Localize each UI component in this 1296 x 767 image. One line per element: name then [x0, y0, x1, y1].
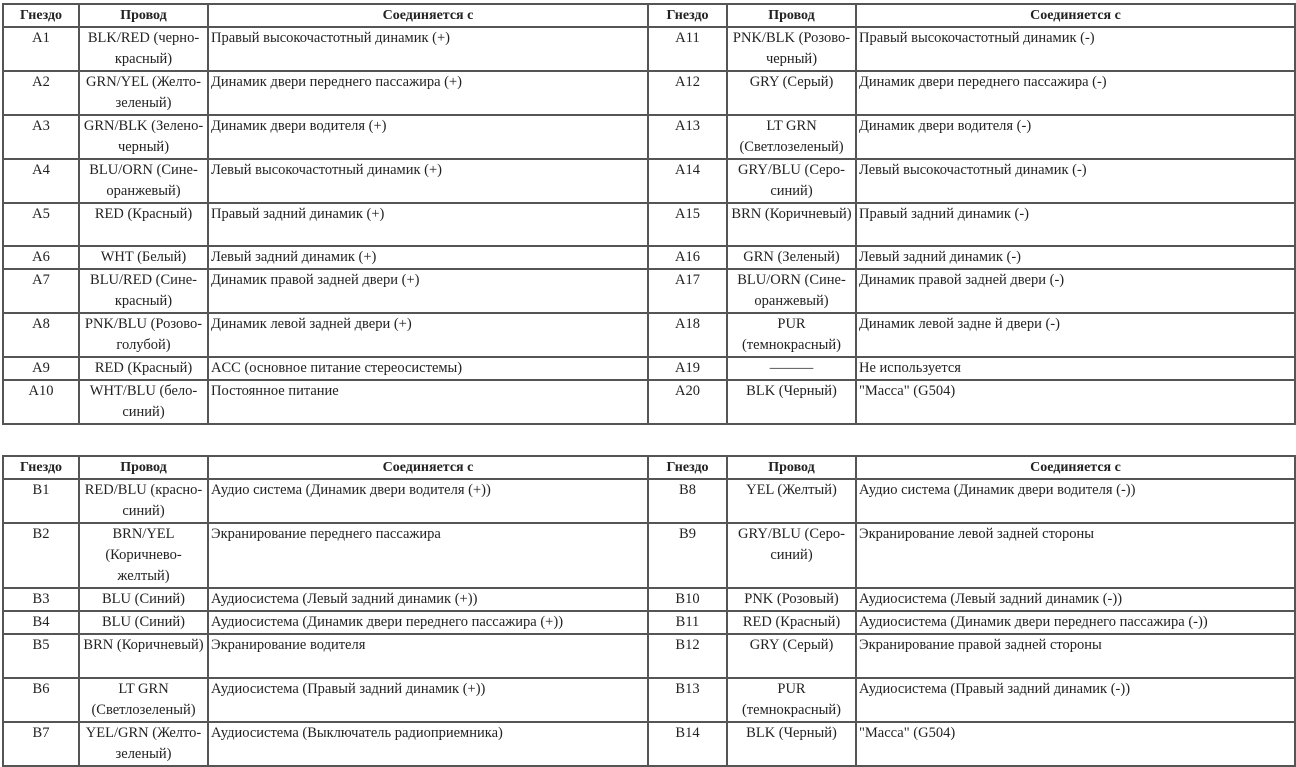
- table-row: [3, 269, 1295, 313]
- wire-cell: WHT (Белый): [79, 246, 208, 269]
- connects-cell: Динамик двери переднего пассажира (+): [208, 71, 648, 115]
- table-row: [3, 27, 1295, 71]
- header-socket: Гнездо: [648, 456, 727, 479]
- connects-cell: Аудиосистема (Динамик двери переднего пассажира (+)): [208, 611, 648, 634]
- connects-cell: Правый высокочастотный динамик (-): [856, 27, 1295, 71]
- connects-cell: Динамик левой задне й двери (-): [856, 313, 1295, 357]
- connects-cell: Аудиосистема (Правый задний динамик (-)): [856, 678, 1295, 722]
- table-row: [3, 357, 1295, 380]
- table-row: [3, 588, 1295, 611]
- socket-cell: A1: [3, 27, 79, 71]
- table-row: [3, 313, 1295, 357]
- connects-cell: Левый высокочастотный динамик (-): [856, 159, 1295, 203]
- connector-b-table: [2, 455, 1296, 767]
- wire-cell: LT GRN (Светлозеленый): [79, 678, 208, 722]
- connects-cell: Аудиосистема (Динамик двери переднего пассажира (-)): [856, 611, 1295, 634]
- wire-cell: BRN (Коричневый): [727, 203, 856, 246]
- connects-cell: "Масса" (G504): [856, 380, 1295, 424]
- wire-cell: BRN/YEL (Коричнево-желтый): [79, 523, 208, 588]
- wire-cell: WHT/BLU (бело-синий): [79, 380, 208, 424]
- wire-cell: BLK/RED (черно-красный): [79, 27, 208, 71]
- table-row: [3, 159, 1295, 203]
- socket-cell: B2: [3, 523, 79, 588]
- wire-cell: YEL/GRN (Желто-зеленый): [79, 722, 208, 766]
- header-socket: Гнездо: [648, 4, 727, 27]
- table-row: [3, 115, 1295, 159]
- wire-cell: PUR (темнокрасный): [727, 678, 856, 722]
- table-header-row: [3, 4, 1295, 27]
- connects-cell: Правый задний динамик (-): [856, 203, 1295, 246]
- connects-cell: "Масса" (G504): [856, 722, 1295, 766]
- connects-cell: Аудиосистема (Выключатель радиоприемника): [208, 722, 648, 766]
- wire-cell: GRY/BLU (Серо-синий): [727, 159, 856, 203]
- wire-cell: GRY (Серый): [727, 634, 856, 678]
- connects-cell: Аудиосистема (Левый задний динамик (-)): [856, 588, 1295, 611]
- socket-cell: A2: [3, 71, 79, 115]
- wire-cell: GRN/BLK (Зелено-черный): [79, 115, 208, 159]
- wire-cell: BLU (Синий): [79, 611, 208, 634]
- wire-cell: BLU (Синий): [79, 588, 208, 611]
- connects-cell: Динамик двери водителя (-): [856, 115, 1295, 159]
- wire-cell: PNK/BLU (Розово-голубой): [79, 313, 208, 357]
- table-row: [3, 246, 1295, 269]
- wire-cell: BRN (Коричневый): [79, 634, 208, 678]
- header-wire: Провод: [727, 456, 856, 479]
- connects-cell: Динамик левой задней двери (+): [208, 313, 648, 357]
- socket-cell: A6: [3, 246, 79, 269]
- socket-cell: A5: [3, 203, 79, 246]
- header-connects: Соединяется с: [208, 456, 648, 479]
- wire-cell: BLU/RED (Сине-красный): [79, 269, 208, 313]
- socket-cell: A8: [3, 313, 79, 357]
- socket-cell: B3: [3, 588, 79, 611]
- socket-cell: A13: [648, 115, 727, 159]
- connects-cell: Левый задний динамик (-): [856, 246, 1295, 269]
- socket-cell: B1: [3, 479, 79, 523]
- socket-cell: A11: [648, 27, 727, 71]
- header-connects: Соединяется с: [208, 4, 648, 27]
- table-row: [3, 523, 1295, 588]
- table-row: [3, 71, 1295, 115]
- socket-cell: B8: [648, 479, 727, 523]
- socket-cell: B4: [3, 611, 79, 634]
- header-connects: Соединяется с: [856, 456, 1295, 479]
- header-wire: Провод: [727, 4, 856, 27]
- socket-cell: A10: [3, 380, 79, 424]
- connects-cell: Правый задний динамик (+): [208, 203, 648, 246]
- connects-cell: Динамик правой задней двери (-): [856, 269, 1295, 313]
- socket-cell: A16: [648, 246, 727, 269]
- wire-cell: RED (Красный): [79, 357, 208, 380]
- wire-cell: BLU/ORN (Сине-оранжевый): [727, 269, 856, 313]
- wire-cell: RED (Красный): [79, 203, 208, 246]
- table-row: [3, 611, 1295, 634]
- socket-cell: A12: [648, 71, 727, 115]
- table-row: [3, 722, 1295, 766]
- socket-cell: B12: [648, 634, 727, 678]
- wire-cell: LT GRN (Светлозеленый): [727, 115, 856, 159]
- wire-cell: ———: [727, 357, 856, 380]
- socket-cell: A18: [648, 313, 727, 357]
- header-socket: Гнездо: [3, 4, 79, 27]
- header-connects: Соединяется с: [856, 4, 1295, 27]
- table-row: [3, 678, 1295, 722]
- socket-cell: B11: [648, 611, 727, 634]
- socket-cell: A4: [3, 159, 79, 203]
- wire-cell: GRY/BLU (Серо-синий): [727, 523, 856, 588]
- connects-cell: Динамик двери переднего пассажира (-): [856, 71, 1295, 115]
- wire-cell: RED/BLU (красно-синий): [79, 479, 208, 523]
- wire-cell: YEL (Желтый): [727, 479, 856, 523]
- connects-cell: Правый высокочастотный динамик (+): [208, 27, 648, 71]
- wire-cell: BLK (Черный): [727, 722, 856, 766]
- wire-cell: BLU/ORN (Сине-оранжевый): [79, 159, 208, 203]
- connects-cell: ACC (основное питание стереосистемы): [208, 357, 648, 380]
- connects-cell: Не используется: [856, 357, 1295, 380]
- connects-cell: Аудиосистема (Левый задний динамик (+)): [208, 588, 648, 611]
- wire-cell: GRY (Серый): [727, 71, 856, 115]
- header-socket: Гнездо: [3, 456, 79, 479]
- socket-cell: B10: [648, 588, 727, 611]
- header-wire: Провод: [79, 456, 208, 479]
- connects-cell: Динамик правой задней двери (+): [208, 269, 648, 313]
- wire-cell: PNK (Розовый): [727, 588, 856, 611]
- table-row: [3, 479, 1295, 523]
- socket-cell: B13: [648, 678, 727, 722]
- connects-cell: Аудиосистема (Правый задний динамик (+)): [208, 678, 648, 722]
- connects-cell: Левый задний динамик (+): [208, 246, 648, 269]
- connects-cell: Аудио система (Динамик двери водителя (+)): [208, 479, 648, 523]
- connects-cell: Аудио система (Динамик двери водителя (-)): [856, 479, 1295, 523]
- table-row: [3, 203, 1295, 246]
- socket-cell: B6: [3, 678, 79, 722]
- connects-cell: Экранирование переднего пассажира: [208, 523, 648, 588]
- connects-cell: Левый высокочастотный динамик (+): [208, 159, 648, 203]
- socket-cell: A7: [3, 269, 79, 313]
- wire-cell: BLK (Черный): [727, 380, 856, 424]
- table-header-row: [3, 456, 1295, 479]
- wire-cell: PNK/BLK (Розово-черный): [727, 27, 856, 71]
- connects-cell: Экранирование правой задней стороны: [856, 634, 1295, 678]
- socket-cell: A20: [648, 380, 727, 424]
- socket-cell: A15: [648, 203, 727, 246]
- wire-cell: PUR (темнокрасный): [727, 313, 856, 357]
- socket-cell: B14: [648, 722, 727, 766]
- socket-cell: A9: [3, 357, 79, 380]
- connects-cell: Экранирование левой задней стороны: [856, 523, 1295, 588]
- connects-cell: Динамик двери водителя (+): [208, 115, 648, 159]
- wire-cell: GRN/YEL (Желто-зеленый): [79, 71, 208, 115]
- socket-cell: A3: [3, 115, 79, 159]
- socket-cell: B5: [3, 634, 79, 678]
- connector-a-table: [2, 3, 1296, 425]
- table-row: [3, 634, 1295, 678]
- socket-cell: A14: [648, 159, 727, 203]
- wire-cell: GRN (Зеленый): [727, 246, 856, 269]
- socket-cell: A19: [648, 357, 727, 380]
- connects-cell: Экранирование водителя: [208, 634, 648, 678]
- connects-cell: Постоянное питание: [208, 380, 648, 424]
- header-wire: Провод: [79, 4, 208, 27]
- wire-cell: RED (Красный): [727, 611, 856, 634]
- socket-cell: B9: [648, 523, 727, 588]
- table-row: [3, 380, 1295, 424]
- socket-cell: A17: [648, 269, 727, 313]
- socket-cell: B7: [3, 722, 79, 766]
